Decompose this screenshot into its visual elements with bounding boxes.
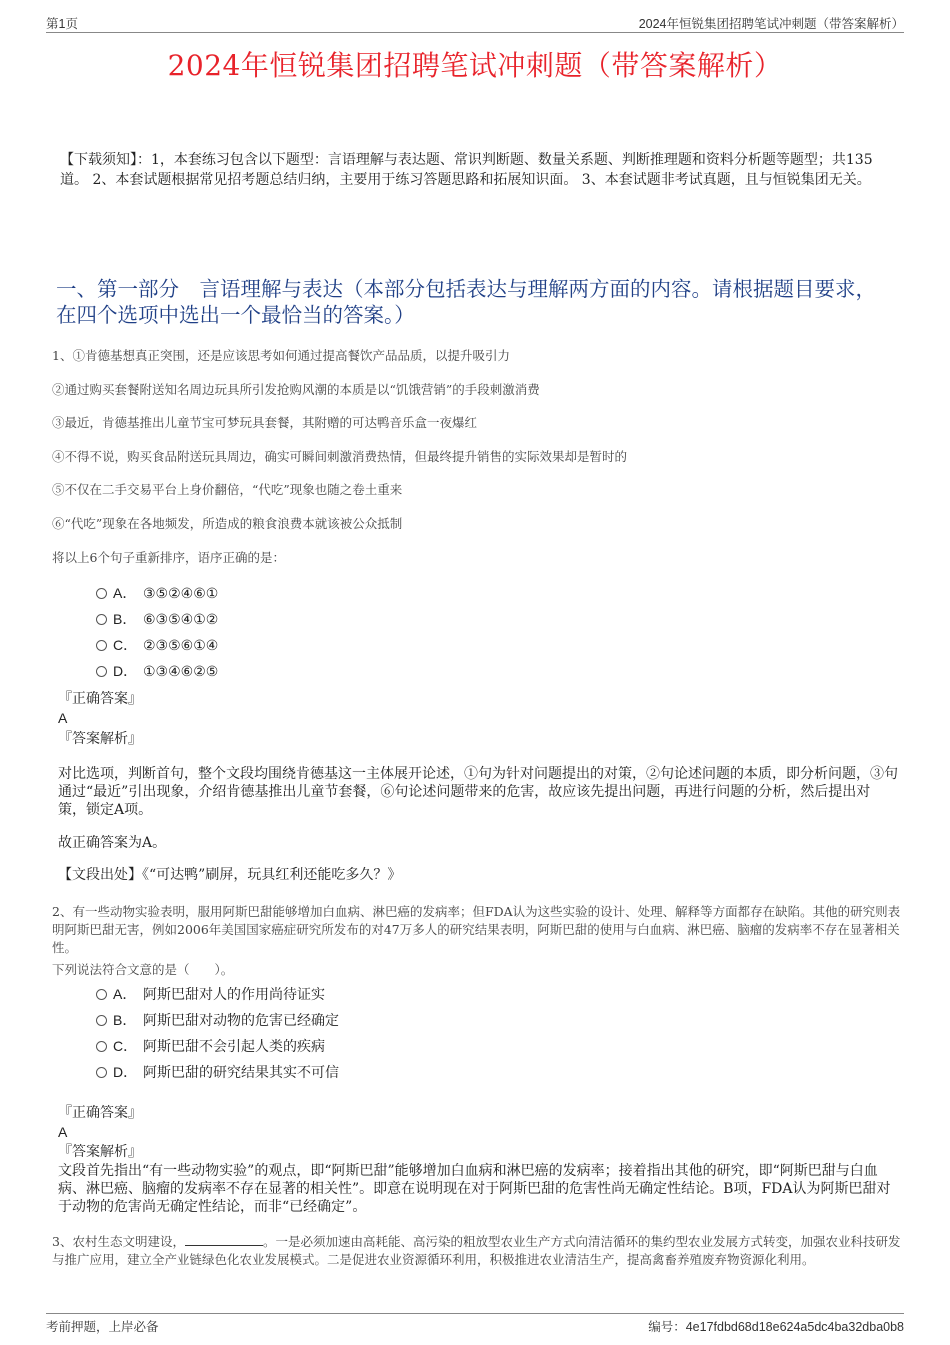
q2-prompt: 下列说法符合文意的是（ ）。 bbox=[52, 962, 234, 977]
q1-analysis-label: 『答案解析』 bbox=[58, 731, 142, 747]
download-notice: 【下载须知】：1，本套练习包含以下题型：言语理解与表达题、常识判断题、数量关系题、判断推理题和资料分析题等题型；共135道。 2、本套试题根据常见招考题总结归纳，主要用于练习答题思路和拓展知识面。 3、本套试题非考试真题，且与恒锐集团无关。 bbox=[60, 152, 873, 188]
q2-answer: A bbox=[58, 1124, 68, 1140]
q1-answer: A bbox=[58, 710, 68, 726]
document-title: 2024年恒锐集团招聘笔试冲刺题（带答案解析） bbox=[167, 49, 783, 82]
q2-analysis-label: 『答案解析』 bbox=[58, 1144, 142, 1160]
q2-option-c[interactable]: C． 阿斯巴甜不会引起人类的疾病 bbox=[96, 1036, 325, 1056]
radio-icon[interactable] bbox=[96, 640, 107, 651]
page-header bbox=[46, 14, 904, 33]
radio-icon[interactable] bbox=[96, 1015, 107, 1026]
q1-analysis: 对比选项，判断首句，整个文段均围绕肯德基这一主体展开论述，①句为针对问题提出的对策，②句论述问题的本质，即分析问题，③句通过“最近”引出现象，介绍肯德基推出儿童节套餐，⑥句论述问题带来的危害，故应该先提出问题，再进行问题的分析，然后提出对策，锁定A项。 bbox=[58, 766, 898, 818]
radio-icon[interactable] bbox=[96, 666, 107, 677]
q1-conclusion: 故正确答案为A。 bbox=[58, 835, 167, 851]
radio-icon[interactable] bbox=[96, 588, 107, 599]
q1-sentence-2: ②通过购买套餐附送知名周边玩具所引发抢购风潮的本质是以“饥饿营销”的手段刺激消费 bbox=[52, 382, 540, 397]
q1-answer-label: 『正确答案』 bbox=[58, 691, 142, 707]
q1-option-b[interactable]: B． ⑥③⑤④①② bbox=[96, 609, 218, 629]
q1-option-c[interactable]: C． ②③⑤⑥①④ bbox=[96, 635, 218, 655]
q2-analysis: 文段首先指出“有一些动物实验”的观点，即“阿斯巴甜”能够增加白血病和淋巴癌的发病率；接着指出其他的研究，即“阿斯巴甜与白血病、淋巴癌、脑瘤的发病率不存在显著的相关性”。即意在说明现在对于阿斯巴甜的危害性尚无确定性结论。B项，FDA认为阿斯巴甜对于动物的危害尚无确定性结论，而非“已经确定”。 bbox=[58, 1163, 891, 1215]
q1-sentence-5: ⑤不仅在二手交易平台上身价翻倍，“代吃”现象也随之卷土重来 bbox=[52, 482, 403, 497]
q1-option-a[interactable]: A． ③⑤②④⑥① bbox=[96, 583, 218, 603]
q1-sentence-3: ③最近，肯德基推出儿童节宝可梦玩具套餐，其附赠的可达鸭音乐盒一夜爆红 bbox=[52, 415, 478, 430]
q1-option-d[interactable]: D． ①③④⑥②⑤ bbox=[96, 661, 218, 681]
q2-option-d[interactable]: D． 阿斯巴甜的研究结果其实不可信 bbox=[96, 1062, 339, 1082]
q1-sentence-4: ④不得不说，购买食品附送玩具周边，确实可瞬间刺激消费热情，但最终提升销售的实际效果却是暂时的 bbox=[52, 449, 628, 464]
q1-sentence-1: 1、①肯德基想真正突围，还是应该思考如何通过提高餐饮产品品质，以提升吸引力 bbox=[52, 348, 510, 363]
q3-stem: 3、农村生态文明建设， 。一是必须加速由高耗能、高污染的粗放型农业生产方式向清洁循环的集约型农业发展方式转变，加强农业科技研发与推广应用，建立全产业链绿色化农业发展模式。二是促进农业资源循环利用，积极推进农业清洁生产，提高禽畜养殖废弃物资源化利用。 bbox=[52, 1234, 901, 1267]
q2-option-b[interactable]: B． 阿斯巴甜对动物的危害已经确定 bbox=[96, 1010, 339, 1030]
section-title: 一、第一部分 言语理解与表达（本部分包括表达与理解两方面的内容。请根据题目要求，在四个选项中选出一个最恰当的答案。） bbox=[56, 277, 876, 327]
radio-icon[interactable] bbox=[96, 614, 107, 625]
q2-option-a[interactable]: A． 阿斯巴甜对人的作用尚待证实 bbox=[96, 984, 325, 1004]
page-number: 第1页 bbox=[46, 17, 78, 31]
radio-icon[interactable] bbox=[96, 1041, 107, 1052]
radio-icon[interactable] bbox=[96, 1067, 107, 1078]
q2-stem: 2、有一些动物实验表明，服用阿斯巴甜能够增加白血病、淋巴癌的发病率；但FDA认为这些实验的设计、处理、解释等方面都存在缺陷。其他的研究则表明阿斯巴甜无害，例如2006年美国国家癌症研究所发布的对47万多人的研究结果表明，阿斯巴甜的使用与白血病、淋巴癌、脑瘤的发病率不存在显著相关性。 bbox=[52, 904, 901, 955]
q1-prompt: 将以上6个句子重新排序，语序正确的是： bbox=[52, 550, 285, 565]
page-footer bbox=[46, 1313, 904, 1332]
q2-answer-label: 『正确答案』 bbox=[58, 1105, 142, 1121]
radio-icon[interactable] bbox=[96, 989, 107, 1000]
footer-code: 编号：4e17fdbd68d18e624a5dc4ba32dba0b8 bbox=[648, 1320, 904, 1334]
q1-sentence-6: ⑥“代吃”现象在各地频发，所造成的粮食浪费本就该被公众抵制 bbox=[52, 516, 403, 531]
header-doc-title: 2024年恒锐集团招聘笔试冲刺题（带答案解析） bbox=[638, 17, 904, 31]
fill-blank bbox=[185, 1233, 263, 1246]
footer-slogan: 考前押题，上岸必备 bbox=[46, 1319, 159, 1334]
q1-source: 【文段出处】《“可达鸭”刷屏，玩具红利还能吃多久？》 bbox=[58, 867, 402, 883]
